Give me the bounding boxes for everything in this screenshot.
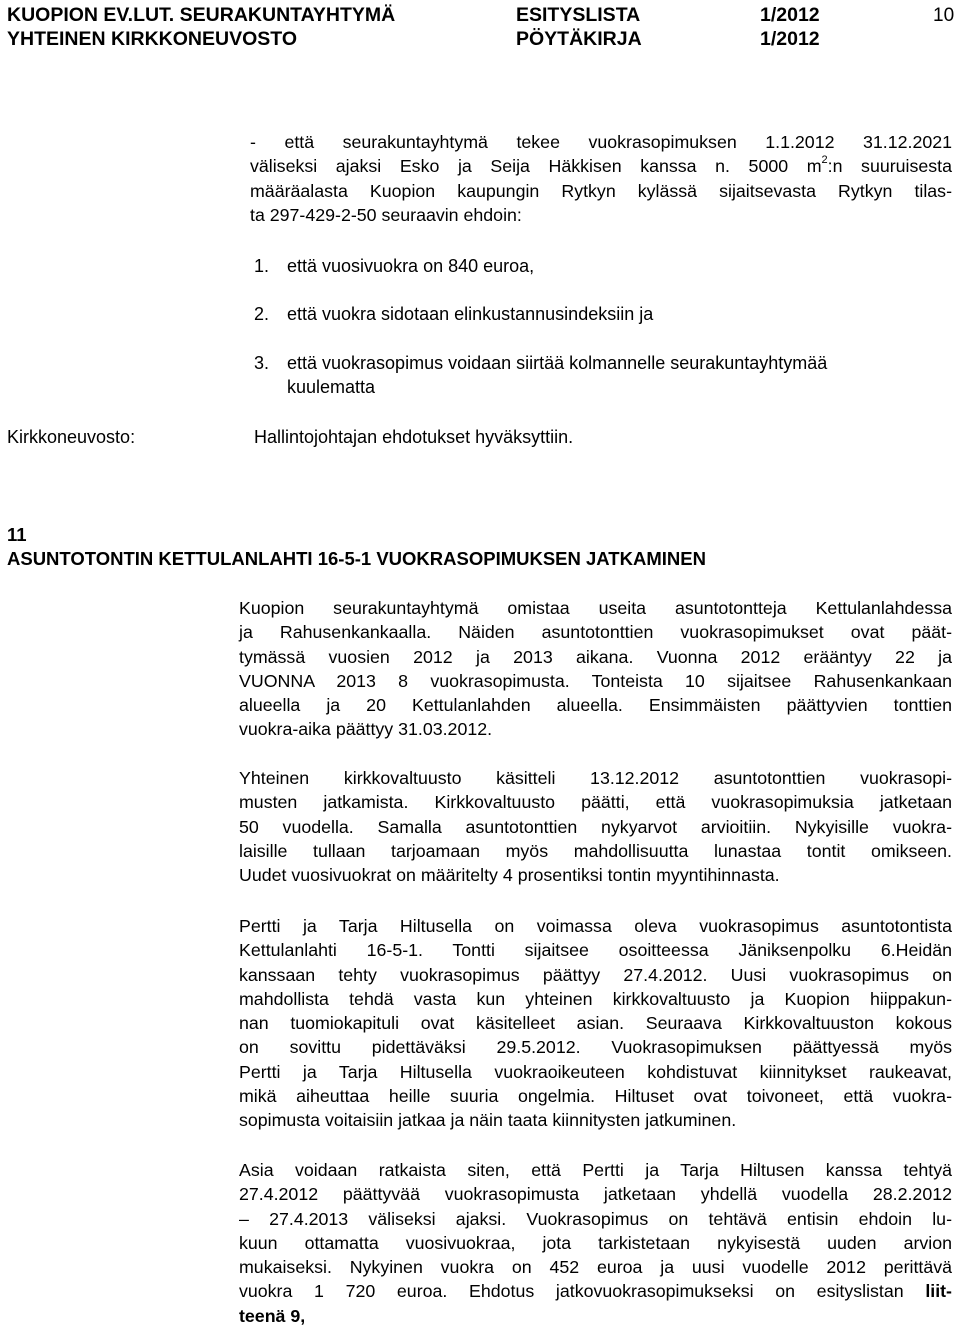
decision-label: Kirkkoneuvosto: xyxy=(7,427,136,447)
paragraph-line: Asia voidaan ratkaista siten, että Pertti ja Tarja Hiltusen kanssa tehtyä xyxy=(239,1160,952,1180)
paragraph-line xyxy=(239,1304,952,1328)
paragraph-line: musten jatkamista. Kirkkovaltuusto päätti, että vuokrasopimuksia jatketaan xyxy=(239,792,952,813)
condition-2-number: 2. xyxy=(254,304,270,324)
doc-type-agenda: ESITYSLISTA xyxy=(516,4,641,26)
condition-3-continuation: kuulematta xyxy=(287,377,376,397)
org-name: KUOPION EV.LUT. SEURAKUNTAYHTYMÄ xyxy=(7,4,396,26)
intro-line-2-text: väliseksi ajaksi Esko ja Seija Häkkisen kanssa n. 5000 m xyxy=(250,156,822,177)
body-paragraph-1 xyxy=(239,596,952,742)
paragraph-line: mahdollista tehdä vasta kun yhteinen kirkkovaltuusto ja Kuopion hiippakun- xyxy=(239,988,952,1009)
paragraph-line: Pertti ja Tarja Hiltusella on voimassa oleva vuokrasopimus asuntotontista xyxy=(239,916,952,936)
decision-text: Hallintojohtajan ehdotukset hyväksyttiin. xyxy=(254,427,574,447)
page-number: 10 xyxy=(933,5,955,26)
body-paragraph-4 xyxy=(239,1158,952,1328)
condition-3-number: 3. xyxy=(254,353,270,373)
attachment-reference-end: teenä 9, xyxy=(239,1305,306,1326)
paragraph-line xyxy=(239,1279,952,1303)
body-paragraph-2 xyxy=(239,766,952,887)
condition-1-text: että vuosivuokra on 840 euroa, xyxy=(287,256,535,276)
intro-line-4: ta 297-429-2-50 seuraavin ehdoin: xyxy=(250,204,522,225)
paragraph-line: nan tuomiokapituli ovat käsitelleet asian. Seuraava Kirkkovaltuuston kokous xyxy=(239,1013,952,1034)
paragraph-line: mukaiseksi. Nykyinen vuokra on 452 euroa ja uusi vuodelle 2012 perittävä xyxy=(239,1257,952,1278)
intro-paragraph xyxy=(250,130,952,227)
paragraph-line: mikä aiheuttaa heille suuria ongelmia. Hiltuset ovat toivoneet, että vuokra- xyxy=(239,1086,952,1107)
condition-2-text: että vuokra sidotaan elinkustannusindeksiin ja xyxy=(287,304,654,324)
intro-line-2-suffix: :n suuruisesta xyxy=(827,156,952,177)
minutes-number: 1/2012 xyxy=(760,28,820,50)
intro-line-3: määräalasta Kuopion kaupungin Rytkyn kylässä sijaitsevasta Rytkyn tilas- xyxy=(250,180,952,201)
square-superscript: 2 xyxy=(821,154,828,167)
paragraph-line: ja Rahusenkankaalla. Näiden asuntotonttien vuokrasopimukset ovat päät- xyxy=(239,622,952,643)
paragraph-line: 27.4.2012 päättyvää vuokrasopimusta jatketaan yhdellä vuodella 28.2.2012 xyxy=(239,1184,952,1205)
body-paragraph-3 xyxy=(239,914,952,1133)
agenda-number: 1/2012 xyxy=(760,4,820,26)
paragraph-line: alueella ja 20 Kettulanlahden alueella. Ensimmäisten päättyvien tonttien xyxy=(239,695,952,716)
paragraph-line: tymässä vuosien 2012 ja 2013 aikana. Vuonna 2012 erääntyy 22 ja xyxy=(239,646,952,667)
paragraph-line: 50 vuodella. Samalla asuntotonttien nykyarvot arvioitiin. Nykyisille vuokra- xyxy=(239,816,952,837)
paragraph-line: VUONNA 2013 8 vuokrasopimusta. Tonteista 10 sijaitsee Rahusenkankaan xyxy=(239,670,952,691)
paragraph-line: vuokra-aika päättyy 31.03.2012. xyxy=(239,719,493,740)
section-number: 11 xyxy=(7,524,27,545)
paragraph-line: on sovittu pidettäväksi 29.5.2012. Vuokrasopimuksen päättyessä myös xyxy=(239,1037,952,1058)
paragraph-line: sopimusta voitaisiin jatkaa ja näin taata kiinnitysten jatkuminen. xyxy=(239,1110,737,1131)
paragraph-line: Kettulanlahti 16-5-1. Tontti sijaitsee osoitteessa Jäniksenpolku 6.Heidän xyxy=(239,940,952,961)
intro-line-1: - että seurakuntayhtymä tekee vuokrasopimuksen 1.1.2012 31.12.2021 xyxy=(250,132,952,152)
paragraph-line: Pertti ja Tarja Hiltusella vuokraoikeuteen kohdistuvat kiinnitykset raukeavat, xyxy=(239,1061,952,1082)
intro-line-2 xyxy=(250,154,952,178)
paragraph-line: – 27.4.2013 väliseksi ajaksi. Vuokrasopimus on tehtävä entisin ehdoin lu- xyxy=(239,1208,952,1229)
doc-type-minutes: PÖYTÄKIRJA xyxy=(516,28,642,50)
paragraph-line: laisille tullaan tarjoamaan myös mahdollisuutta lunastaa tontit omikseen. xyxy=(239,840,952,861)
board-name: YHTEINEN KIRKKONEUVOSTO xyxy=(7,28,298,50)
paragraph-line: Kuopion seurakuntayhtymä omistaa useita asuntotontteja Kettulanlahdessa xyxy=(239,598,952,618)
paragraph-line: Yhteinen kirkkovaltuusto käsitteli 13.12.2012 asuntotonttien vuokrasopi- xyxy=(239,768,952,788)
paragraph-line: Uudet vuosivuokrat on määritelty 4 prosentiksi tontin myyntihinnasta. xyxy=(239,865,780,886)
paragraph-line: kanssaan tehty vuokrasopimus päättyy 27.4.2012. Uusi vuokrasopimus on xyxy=(239,964,952,985)
attachment-reference-start: liit- xyxy=(925,1281,952,1302)
section-title: ASUNTOTONTIN KETTULANLAHTI 16-5-1 VUOKRASOPIMUKSEN JATKAMINEN xyxy=(7,548,706,569)
paragraph-line-text: vuokra 1 720 euroa. Ehdotus jatkovuokrasopimukseksi on esityslistan xyxy=(239,1281,904,1302)
condition-3-text: että vuokrasopimus voidaan siirtää kolmannelle seurakuntayhtymää xyxy=(287,353,828,373)
paragraph-line: kuun ottamatta vuosivuokraa, jota tarkistetaan nykyisestä uuden arvion xyxy=(239,1232,952,1253)
condition-1-number: 1. xyxy=(254,256,270,276)
